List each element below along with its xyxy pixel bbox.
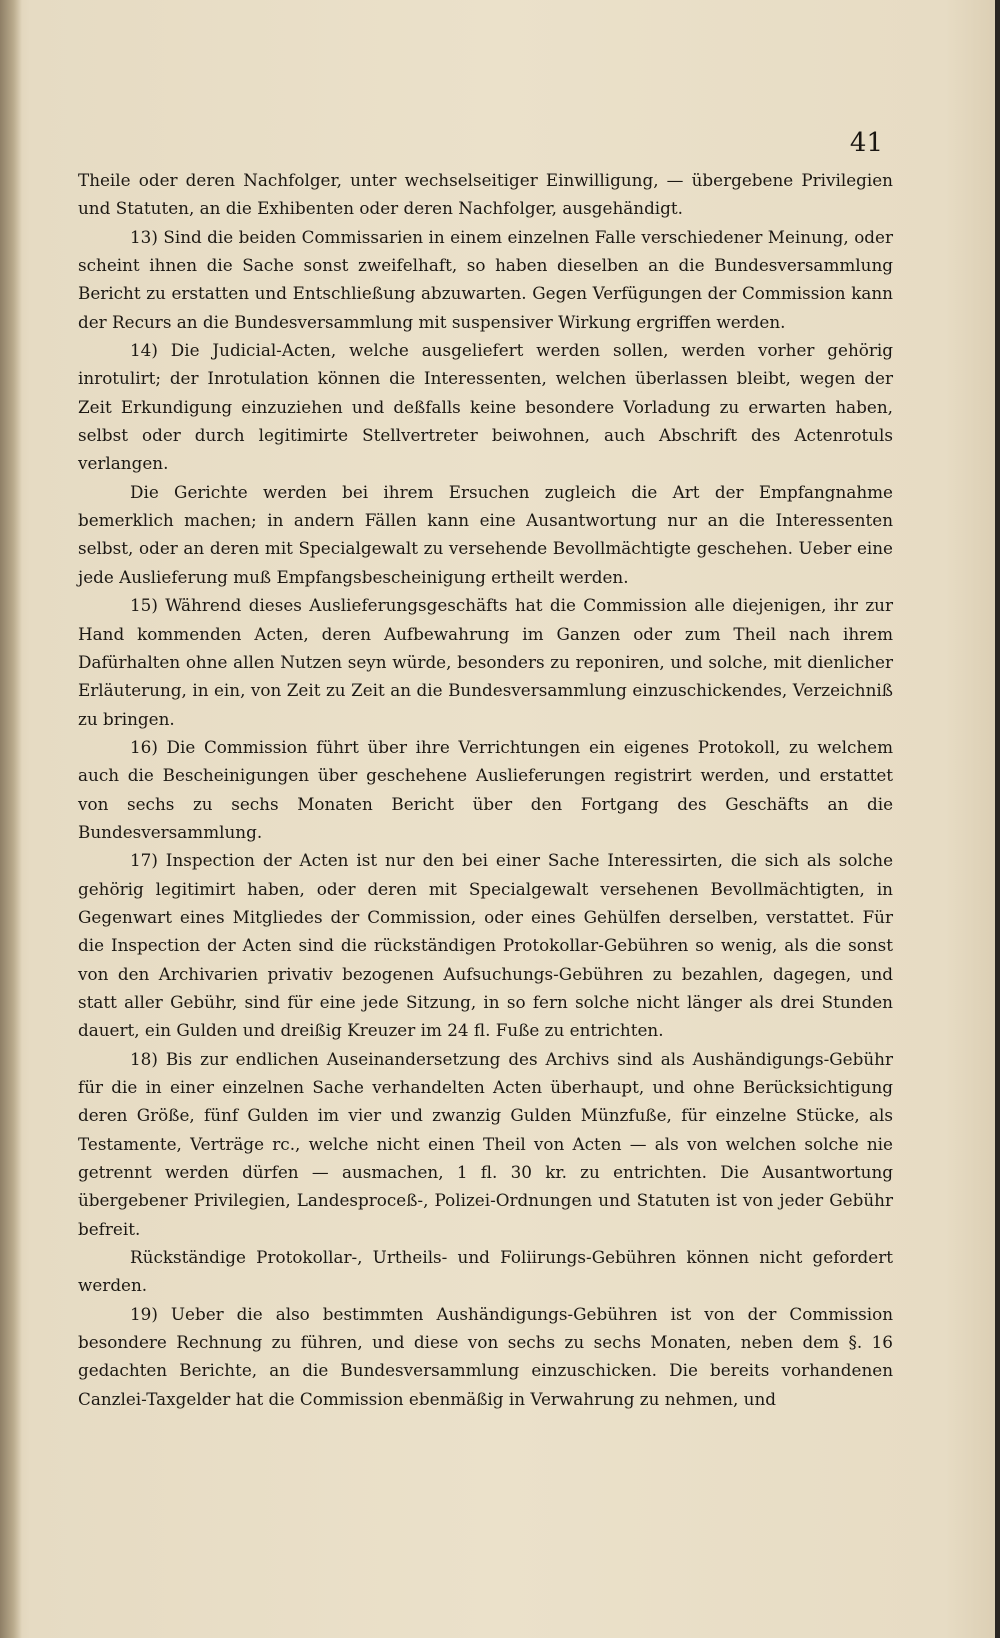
page-number: 41 bbox=[849, 128, 883, 158]
paragraph-18-continued: Rückständige Protokollar-, Urtheils- und Foliirungs-Gebühren können nicht gefordert werden. bbox=[78, 1247, 893, 1296]
book-spine-shadow bbox=[0, 0, 22, 1638]
body-text bbox=[78, 166, 893, 1413]
paragraph-13: 13) Sind die beiden Commissarien in einem einzelnen Falle verschiedener Meinung, oder scheint ihnen die Sache sonst zweifelhaft, so haben dieselben an die Bundesversammlung Bericht zu erstatten und Entschließung abzuwarten. Gegen Verfügungen der Commission kann der Recurs an die Bundesversammlung mit suspensiver Wirkung ergriffen werden. bbox=[78, 226, 893, 332]
paragraph-18: 18) Bis zur endlichen Auseinandersetzung des Archivs sind als Aushändigungs-Gebühr für die in einer einzelnen Sache verhandelten Acten überhaupt, und ohne Berücksichtigung deren Größe, fünf Gulden im vier und zwanzig Gulden Münzfuße, für einzelne Stücke, als Testamente, Verträge rc., welche nicht einen Theil von Acten — als von welchen solche nie getrennt werden dürfen — ausmachen, 1 fl. 30 kr. zu entrichten. Die Ausantwortung übergebener Privilegien, Landesproceß-, Polizei-Ordnungen und Statuten ist von jeder Gebühr befreit. bbox=[78, 1048, 893, 1239]
paragraph-17: 17) Inspection der Acten ist nur den bei einer Sache Interessirten, die sich als solche gehörig legitimirt haben, oder deren mit Specialgewalt versehenen Bevollmächtigten, in Gegenwart eines Mitgliedes der Commission, oder eines Gehülfen derselben, verstattet. Für die Inspection der Acten sind die rückständigen Protokollar-Gebühren so wenig, als die sonst von den Archivarien privativ bezogenen Aufsuchungs-Gebühren zu bezahlen, dagegen, und statt aller Gebühr, sind für eine jede Sitzung, in so fern solche nicht länger als drei Stunden dauert, ein Gulden und dreißig Kreuzer im 24 fl. Fuße zu entrichten. bbox=[78, 850, 893, 1041]
paragraph-16: 16) Die Commission führt über ihre Verrichtungen ein eigenes Protokoll, zu welchem auch die Bescheinigungen über geschehene Auslieferungen registrirt werden, und erstattet von sechs zu sechs Monaten Bericht über den Fortgang des Geschäfts an die Bundesversammlung. bbox=[78, 736, 893, 842]
paragraph-19: 19) Ueber die also bestimmten Aushändigungs-Gebühren ist von der Commission besondere Rechnung zu führen, und diese von sechs zu sechs Monaten, neben dem §. 16 gedachten Berichte, an die Bundesversammlung einzuschicken. Die bereits vorhandenen Canzlei-Taxgelder hat die Commission ebenmäßig in Verwahrung zu nehmen, und bbox=[78, 1303, 893, 1409]
paragraph-14: 14) Die Judicial-Acten, welche ausgeliefert werden sollen, werden vorher gehörig inrotulirt; der Inrotulation können die Interessenten, welchen überlassen bleibt, wegen der Zeit Erkundigung einzuziehen und deßfalls keine besondere Vorladung zu erwarten haben, selbst oder durch legitimirte Stellvertreter beiwohnen, auch Abschrift des Actenrotuls verlangen. bbox=[78, 340, 893, 474]
paragraph-continuation: Theile oder deren Nachfolger, unter wechselseitiger Einwilligung, — übergebene Privilegien und Statuten, an die Exhibenten oder deren Nachfolger, ausgehändigt. bbox=[78, 170, 893, 219]
paragraph-14-continued: Die Gerichte werden bei ihrem Ersuchen zugleich die Art der Empfangnahme bemerklich machen; in andern Fällen kann eine Ausantwortung nur an die Interessenten selbst, oder an deren mit Specialgewalt zu versehende Bevollmächtigte geschehen. Ueber eine jede Auslieferung muß Empfangsbescheinigung ertheilt werden. bbox=[78, 481, 893, 587]
paragraph-15: 15) Während dieses Auslieferungsgeschäfts hat die Commission alle diejenigen, ihr zur Hand kommenden Acten, deren Aufbewahrung im Ganzen oder zum Theil nach ihrem Dafürhalten ohne allen Nutzen seyn würde, besonders zu reponiren, und solche, mit dienlicher Erläuterung, in ein, von Zeit zu Zeit an die Bundesversammlung einzuschickendes, Verzeichniß zu bringen. bbox=[78, 595, 893, 729]
